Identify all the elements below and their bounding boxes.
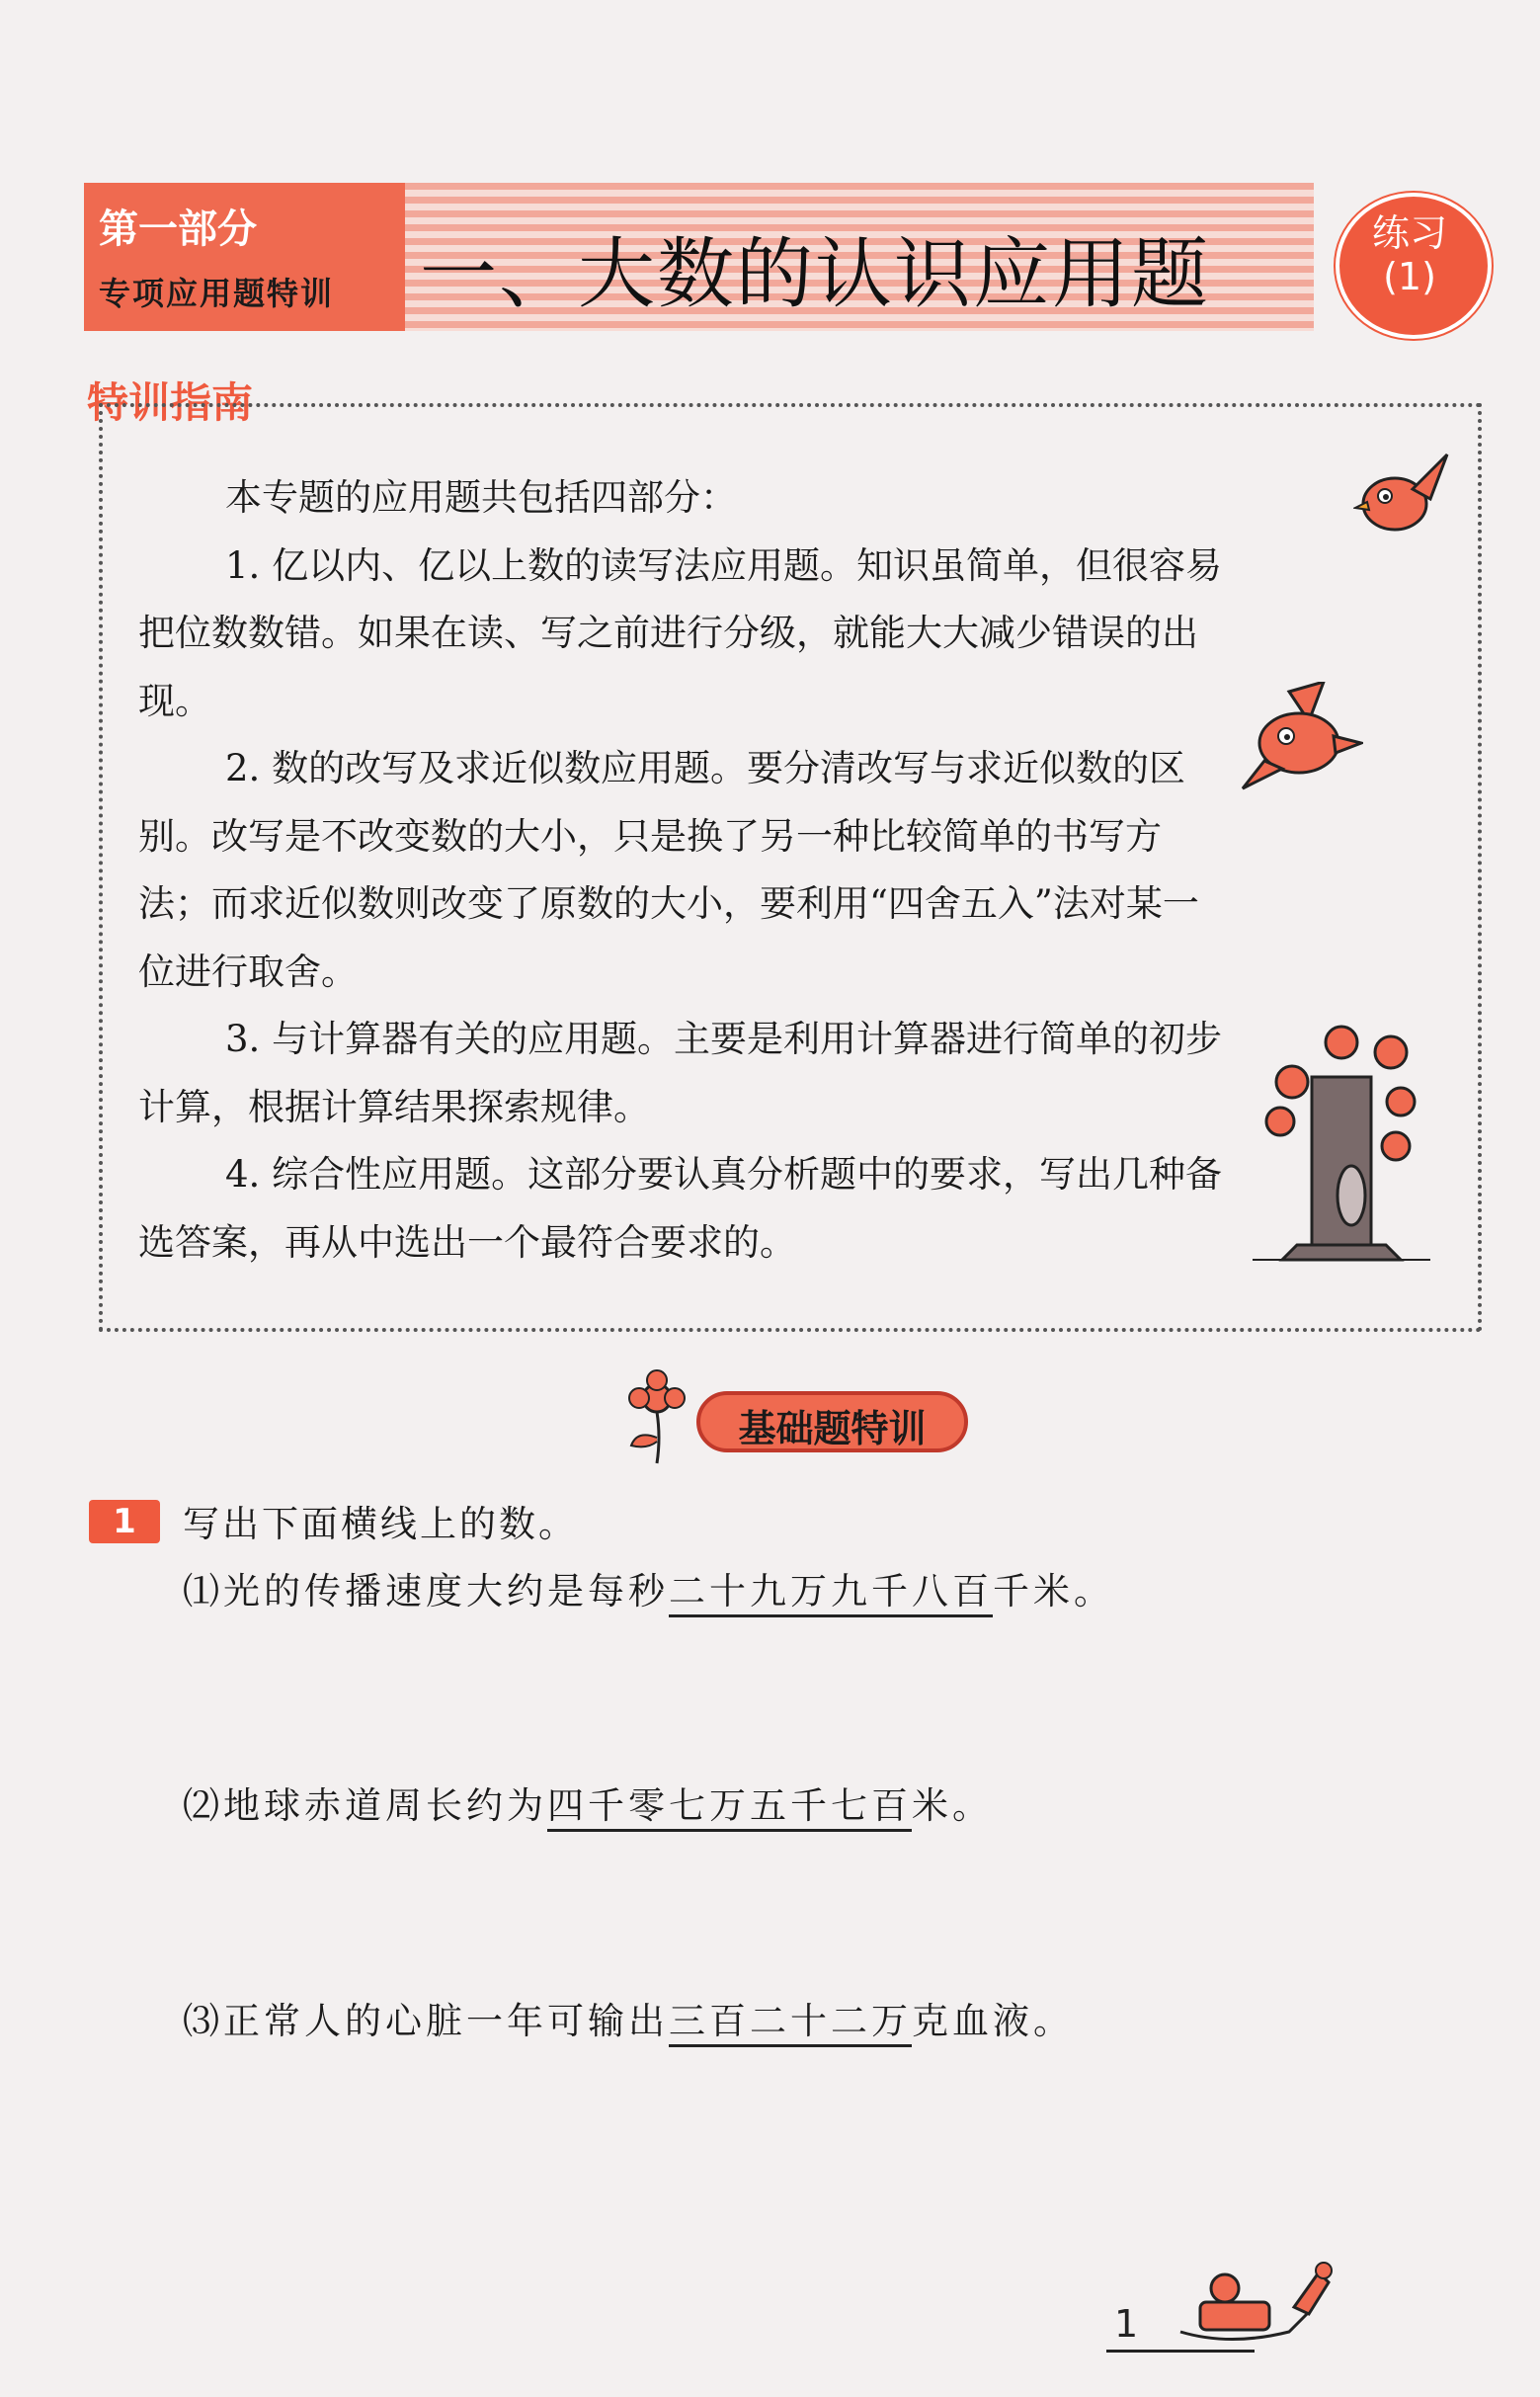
underlined-number-words: 四千零七万五千七百 [547,1784,912,1832]
section-heading: 基础题特训 [738,1407,927,1450]
guide-paragraph-4: 4. 综合性应用题。这部分要认真分析题中的要求，写出几种备选答案，再从中选出一个最符合要求的。 [138,1153,1223,1264]
chapter-title: 一、大数的认识应用题 [420,230,1211,319]
sub-question-label: ⑶ [183,2000,223,2042]
sub-question-prefix: 光的传播速度大约是每秒 [223,1570,669,1612]
sub-question-2 [183,1776,993,1829]
sleigh-illustration [1171,2253,1338,2352]
sub-question-3 [183,1991,1074,2044]
part-subtitle: 专项应用题特训 [99,275,335,312]
bird-illustration [1235,682,1363,795]
question-number: 1 [113,1502,136,1541]
underlined-number-words: 三百二十二万 [669,2000,912,2047]
guide-text [138,464,1225,1277]
practice-label: 练习 [1371,211,1447,255]
guide-paragraph-1: 1. 亿以内、亿以上数的读写法应用题。知识虽简单，但很容易把位数数错。如果在读、写之前进行分级，就能大大减少错误的出现。 [138,543,1223,722]
page-number: 1 [1114,2302,1139,2346]
guide-paragraph-intro: 本专题的应用题共包括四部分： [225,476,737,519]
sub-question-prefix: 正常人的心脏一年可输出 [223,2000,669,2042]
sub-question-suffix: 千米。 [993,1570,1114,1612]
part-title: 第一部分 [99,207,257,252]
sub-question-suffix: 米。 [912,1784,993,1827]
flower-icon [617,1368,696,1467]
guide-paragraph-3: 3. 与计算器有关的应用题。主要是利用计算器进行简单的初步计算，根据计算结果探索规律。 [138,1018,1223,1128]
question-stem: 写出下面横线上的数。 [183,1503,578,1545]
sub-question-prefix: 地球赤道周长约为 [223,1784,547,1827]
underlined-number-words: 二十九万九千八百 [669,1570,993,1617]
bird-illustration [1353,445,1452,543]
sub-question-label: ⑵ [183,1784,223,1827]
sub-question-label: ⑴ [183,1570,223,1612]
sub-question-1 [183,1561,1114,1614]
tree-stump-illustration [1253,1023,1430,1270]
sub-question-suffix: 克血液。 [912,2000,1074,2042]
guide-heading: 特训指南 [87,378,254,427]
practice-number: (1) [1383,255,1436,298]
guide-paragraph-2: 2. 数的改写及求近似数应用题。要分清改写与求近似数的区别。改写是不改变数的大小，只是换了另一种比较简单的书写方法；而求近似数则改变了原数的大小，要利用“四舍五入”法对某一位进行取舍。 [138,747,1199,993]
